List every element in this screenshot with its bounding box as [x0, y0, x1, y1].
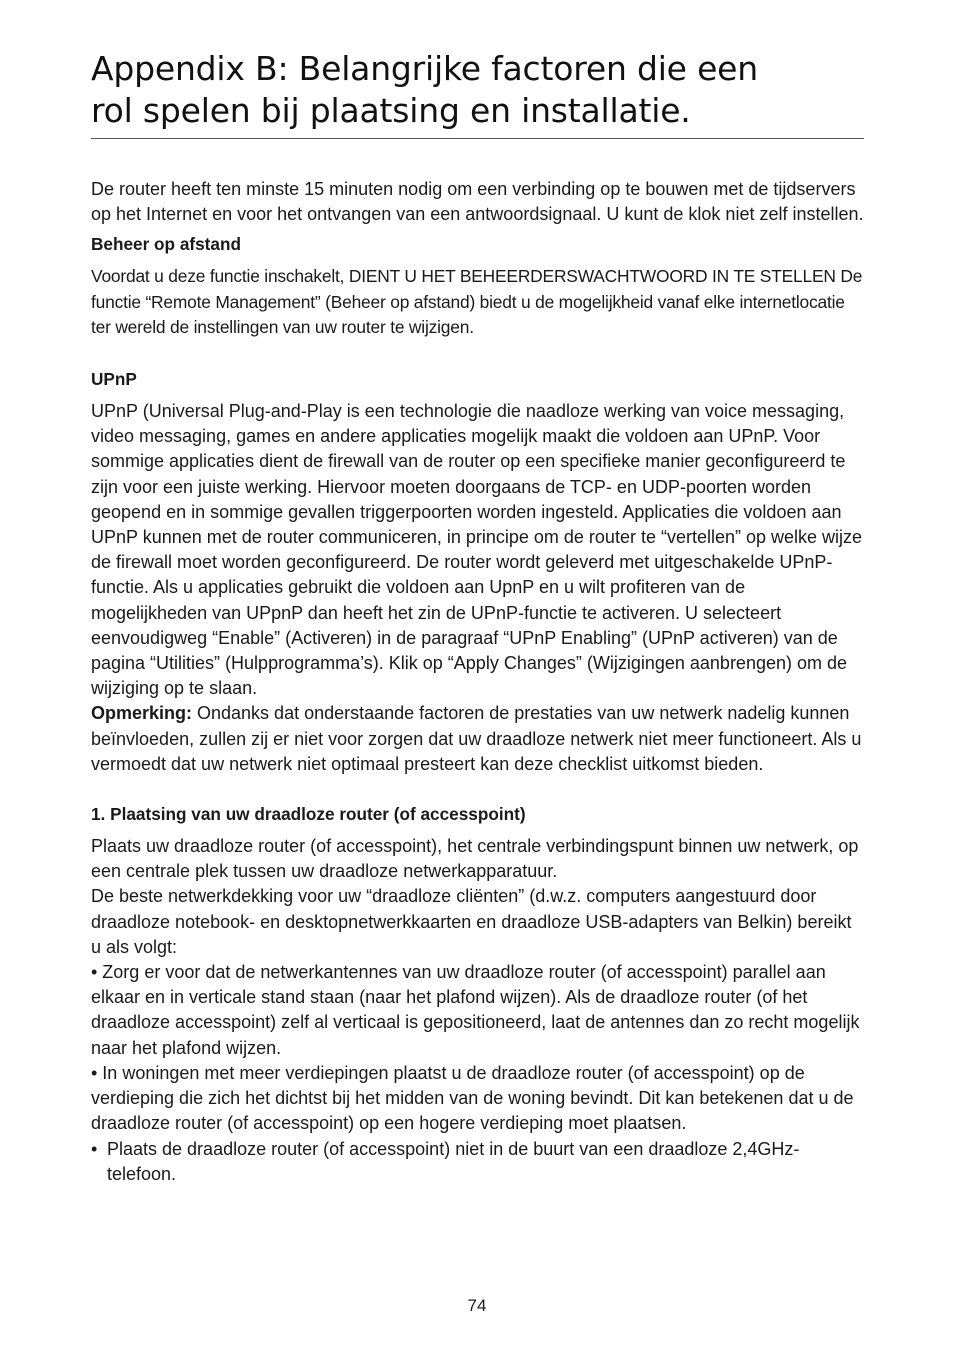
remote-management-heading: Beheer op afstand	[91, 234, 241, 255]
intro-paragraph: De router heeft ten minste 15 minuten nodig om een verbinding op te bouwen met de tijdservers op het Internet en voor het ontvangen van een antwoordsignaal. U kunt de klok niet zelf instellen.	[91, 179, 864, 225]
note-label: Opmerking:	[91, 703, 193, 724]
title-line-1: Appendix B: Belangrijke factoren die een	[91, 49, 758, 88]
page-title	[91, 48, 866, 132]
upnp-paragraph: UPnP (Universal Plug-and-Play is een technologie die naadloze werking van voice messaging, video messaging, games en andere applicaties mogelijk maakt die voldoen aan UPnP. Voor sommige applicaties dient de firewall van de router op een specifieke manier geconfigureerd te zijn voor een juiste werking. Hiervoor moeten doorgaans de TCP- en UDP-poorten worden geopend en in sommige gevallen triggerpoorten worden ingesteld. Applicaties die voldoen aan UPnP kunnen met de router communiceren, in principe om de router te “vertellen” op welke wijze de firewall moet worden geconfigureerd. De router wordt geleverd met uitgeschakelde UPnP-functie. Als u applicaties gebruikt die voldoen aan UpnP en u wilt profiteren van de mogelijkheden van UPpnP dan heeft het zin de UPnP-functie te activeren. U selecteert eenvoudigweg “Enable” (Activeren) in de paragraaf “UPnP Enabling” (UPnP activeren) van de pagina “Utilities” (Hulpprogramma’s). Klik op “Apply Changes” (Wijzigingen aanbrengen) om de wijziging op te slaan.	[91, 401, 863, 699]
bullet-antennas: • Zorg er voor dat de netwerkantennes van uw draadloze router (of accesspoint) parallel aan elkaar en in verticale stand staan (naar het plafond wijzen). Als de draadloze router (of het draadloze accesspoint) zelf al verticaal is gepositioneerd, laat de antennes dan zo recht mogelijk naar het plafond wijzen.	[91, 962, 860, 1058]
page-number: 74	[467, 1296, 487, 1315]
bullet-phone	[91, 1137, 866, 1187]
page-content	[91, 48, 866, 1187]
placement-paragraph-1: Plaats uw draadloze router (of accesspoint), het centrale verbindingspunt binnen uw netwerk, op een centrale plek tussen uw draadloze netwerkapparatuur.	[91, 836, 859, 882]
title-line-2: rol spelen bij plaatsing en installatie.	[91, 91, 691, 130]
bullet-phone-text: Plaats de draadloze router (of accesspoint) niet in de buurt van een draadloze 2,4GHz-telefoon.	[107, 1138, 800, 1184]
upnp-note	[91, 701, 866, 777]
note-text: Ondanks dat onderstaande factoren de prestaties van uw netwerk nadelig kunnen beïnvloeden, zullen zij er niet voor zorgen dat uw draadloze netwerk niet meer functioneert. Als u vermoedt dat uw netwerk niet optimaal presteert kan deze checklist uitkomst bieden.	[91, 703, 862, 774]
upnp-heading: UPnP	[91, 369, 137, 390]
remote-management-paragraph: Voordat u deze functie inschakelt, DIENT U HET BEHEERDERSWACHTWOORD IN TE STELLEN De functie “Remote Management” (Beheer op afstand) biedt u de mogelijkheid vanaf elke internetlocatie ter wereld de instellingen van uw router te wijzigen.	[91, 266, 863, 337]
placement-heading: 1. Plaatsing van uw draadloze router (of accesspoint)	[91, 804, 526, 825]
bullet-floors: • In woningen met meer verdiepingen plaatst u de draadloze router (of accesspoint) op de verdieping die zich het dichtst bij het midden van de woning bevindt. Dit kan betekenen dat u de draadloze router (of accesspoint) op een hogere verdieping moet plaatsen.	[91, 1062, 854, 1134]
title-divider	[91, 138, 864, 139]
placement-paragraph-2: De beste netwerkdekking voor uw “draadloze cliënten” (d.w.z. computers aangestuurd door draadloze notebook- en desktopnetwerkkaarten en draadloze USB-adapters van Belkin) bereikt u als volgt:	[91, 886, 852, 957]
bullet-dot: •	[91, 1138, 98, 1159]
